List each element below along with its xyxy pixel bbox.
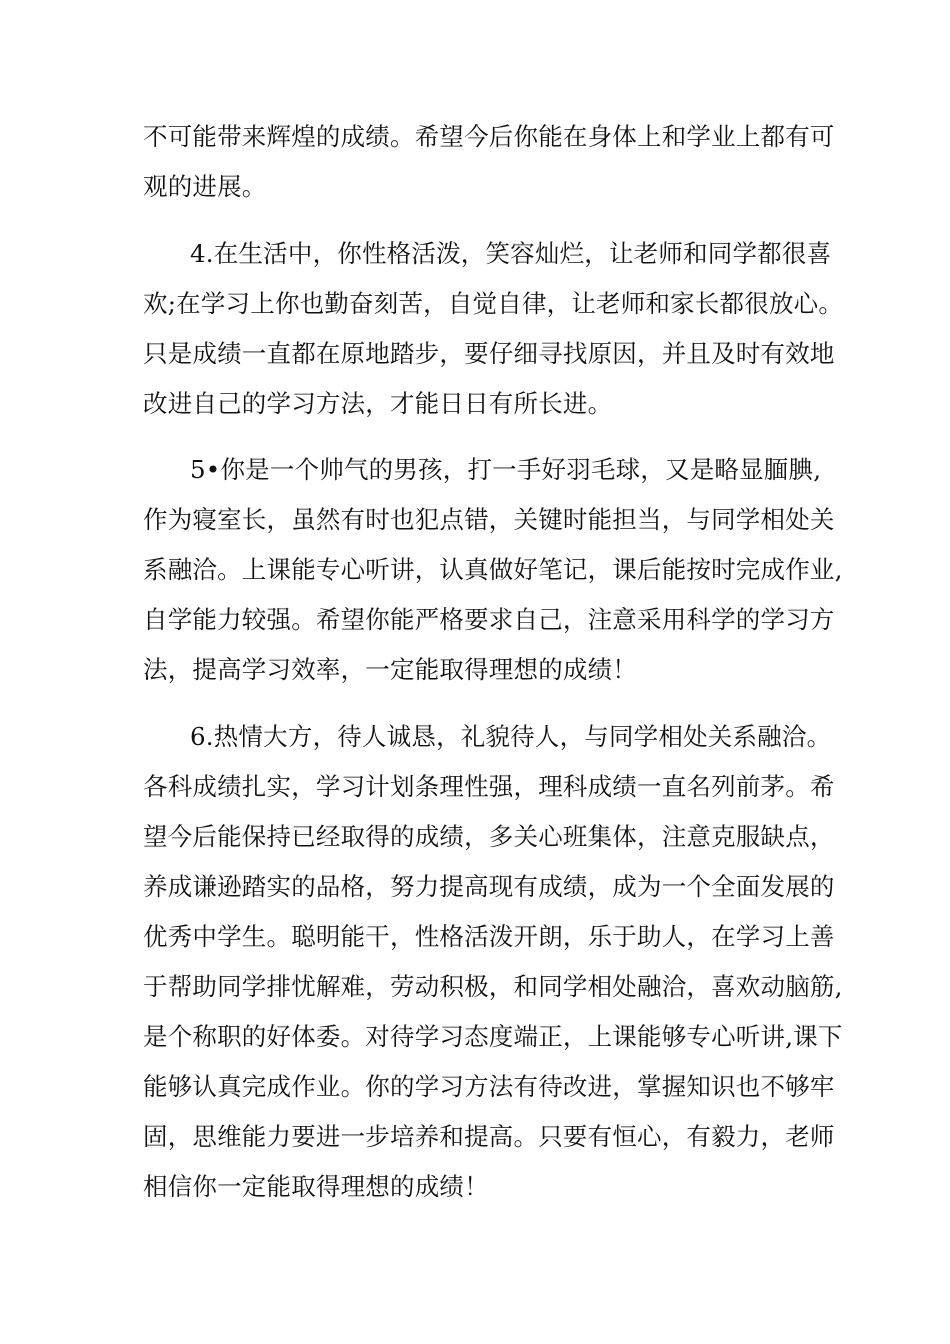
paragraph-5-line-5: 法，提高学习效率，一定能取得理想的成绩！ [143,655,637,684]
paragraph-6-line-7: 是个称职的好体委。对待学习态度端正，上课能够专心听讲,课下 [143,1022,843,1051]
paragraph-5-line-3: 系融洽。上课能专心听讲，认真做好笔记，课后能按时完成作业, [143,555,843,584]
paragraph-6-line-3: 望今后能保持已经取得的成绩，多关心班集体，注意克服缺点， [143,822,835,851]
paragraph-6-line-2: 各科成绩扎实，学习计划条理性强，理科成绩一直名列前茅。希 [143,772,835,801]
paragraph-6-line-5: 优秀中学生。聪明能干，性格活泼开朗，乐于助人，在学习上善 [143,922,835,951]
paragraph-4-line-1: 4.在生活中，你性格活泼，笑容灿烂，让老师和同学都很喜 [190,239,832,268]
paragraph-6-line-6: 于帮助同学排忧解难，劳动积极，和同学相处融洽，喜欢动脑筋, [143,972,843,1001]
paragraph-6-line-10: 相信你一定能取得理想的成绩！ [143,1172,489,1201]
paragraph-6-line-4: 养成谦逊踏实的品格，努力提高现有成绩，成为一个全面发展的 [143,872,835,901]
paragraph-6-line-1: 6.热情大方，待人诚恳，礼貌待人，与同学相处关系融洽。 [190,722,832,751]
paragraph-4-line-3: 只是成绩一直都在原地踏步，要仔细寻找原因，并且及时有效地 [143,339,835,368]
paragraph-5-line-4: 自学能力较强。希望你能严格要求自己，注意采用科学的学习方 [143,605,835,634]
paragraph-6-line-9: 固，思维能力要进一步培养和提高。只要有恒心，有毅力，老师 [143,1122,835,1151]
paragraph-4-line-2: 欢;在学习上你也勤奋刻苦，自觉自律，让老师和家长都很放心。 [143,289,844,318]
paragraph-4-line-4: 改进自己的学习方法，才能日日有所长进。 [143,389,613,418]
paragraph-3-line-1: 不可能带来辉煌的成绩。希望今后你能在身体上和学业上都有可 [143,122,835,151]
paragraph-3-line-2: 观的进展。 [143,172,267,201]
paragraph-5-line-2: 作为寝室长，虽然有时也犯点错，关键时能担当，与同学相处关 [143,505,835,534]
paragraph-6-line-8: 能够认真完成作业。你的学习方法有待改进，掌握知识也不够牢 [143,1072,835,1101]
paragraph-5-line-1: 5•你是一个帅气的男孩，打一手好羽毛球，又是略显腼腆, [190,455,822,484]
